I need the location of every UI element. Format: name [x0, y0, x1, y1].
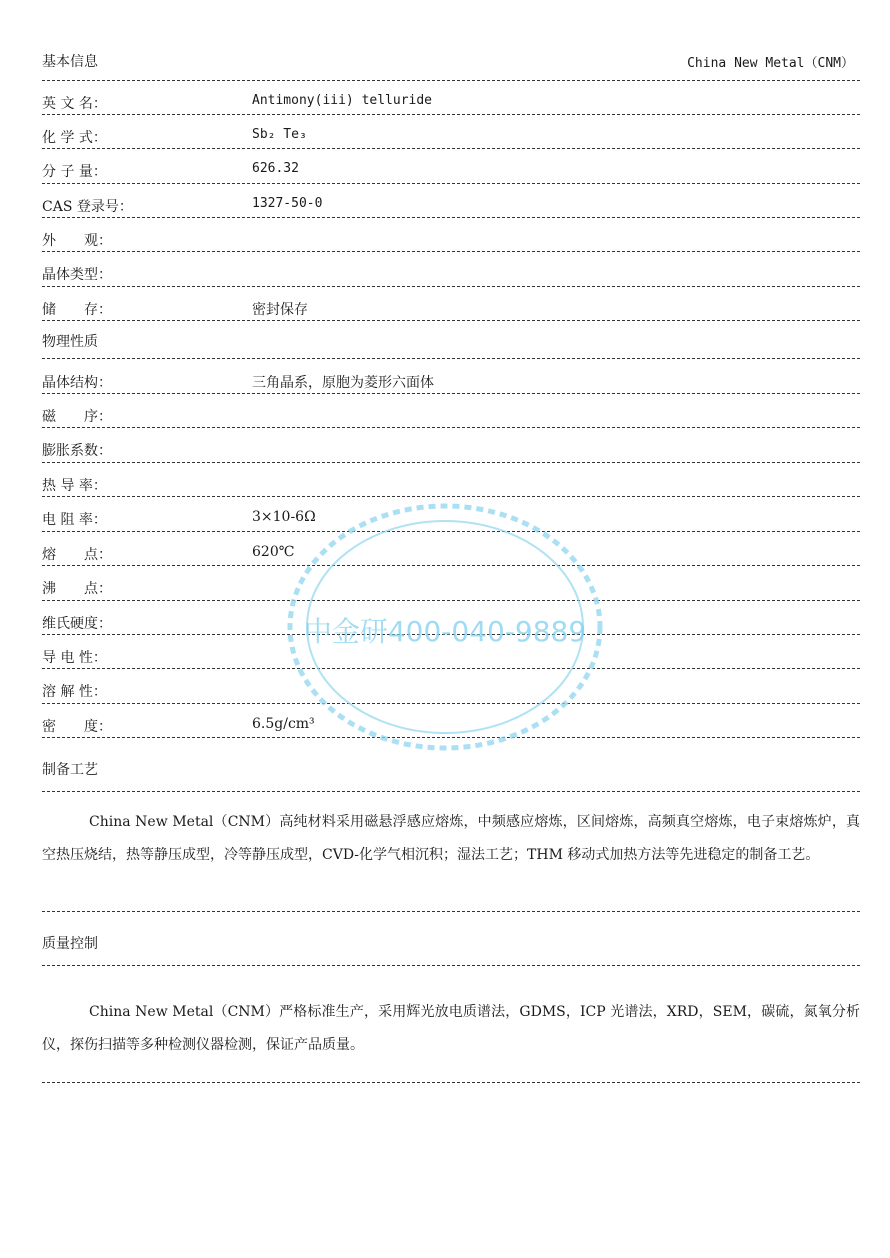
divider — [42, 462, 860, 463]
field-label: 电 阻 率： — [42, 512, 107, 528]
divider — [42, 1082, 860, 1083]
quality-paragraph: China New Metal（CNM）严格标准生产，采用辉光放电质谱法，GDMS，ICP 光谱法，XRD，SEM，碳硫，氮氧分析仪，探伤扫描等多种检测仪器检测，保证产品质量。 — [42, 1004, 860, 1053]
field-label: 储 存： — [42, 302, 112, 318]
field-value: 1327-50-0 — [252, 196, 323, 211]
field-label: 分 子 量： — [42, 164, 107, 180]
field-value: 6.5g/cm³ — [252, 716, 315, 732]
field-value: 三角晶系，原胞为菱形六面体 — [252, 375, 434, 391]
divider — [42, 427, 860, 428]
row-crystal-type — [42, 255, 860, 289]
divider — [42, 148, 860, 149]
divider — [42, 80, 860, 81]
field-value: 626.32 — [252, 161, 299, 176]
field-label: 导 电 性： — [42, 650, 107, 666]
watermark-text: 中金研400-040-9889 — [303, 615, 587, 648]
divider — [42, 183, 860, 184]
field-label: 维氏硬度： — [42, 616, 112, 632]
field-label: 磁 序： — [42, 409, 112, 425]
field-value: Sb₂ Te₃ — [252, 127, 307, 142]
row-storage — [42, 290, 860, 324]
field-label: 晶体结构： — [42, 375, 112, 391]
section-title: 制备工艺 — [42, 762, 98, 778]
divider — [42, 965, 860, 966]
page-header — [42, 42, 860, 80]
row-formula — [42, 118, 860, 152]
preparation-paragraph: China New Metal（CNM）高纯材料采用磁悬浮感应熔炼，中频感应熔炼，区间熔炼，高频真空熔炼，电子束熔炼炉，真空热压烧结，热等静压成型，冷等静压成型，CVD-化学气相沉积；湿法工艺；THM 移动式加热方法等先进稳定的制备工艺。 — [42, 814, 860, 863]
field-label: 晶体类型： — [42, 267, 112, 283]
divider — [42, 496, 860, 497]
divider — [42, 217, 860, 218]
field-label: 化 学 式： — [42, 130, 107, 146]
field-label: 外 观： — [42, 233, 112, 249]
divider — [42, 286, 860, 287]
field-label: 密 度： — [42, 719, 112, 735]
divider — [42, 114, 860, 115]
row-expansion — [42, 431, 860, 465]
header-company: China New Metal（CNM） — [687, 56, 854, 71]
field-label: 膨胀系数： — [42, 443, 112, 459]
row-cas — [42, 187, 860, 221]
field-label: 溶 解 性： — [42, 684, 107, 700]
field-label: 沸 点： — [42, 581, 112, 597]
field-value: 密封保存 — [252, 302, 308, 318]
divider — [42, 358, 860, 359]
field-value: 3×10-6Ω — [252, 509, 316, 525]
field-label: 英 文 名： — [42, 96, 107, 112]
field-value: 620℃ — [252, 544, 295, 560]
header-title: 基本信息 — [42, 54, 98, 70]
row-english-name — [42, 84, 860, 118]
divider — [42, 791, 860, 792]
field-label: 熔 点： — [42, 547, 112, 563]
row-appearance — [42, 221, 860, 255]
watermark-stamp — [286, 502, 604, 752]
row-magnetic-order — [42, 397, 860, 431]
field-label: CAS 登录号： — [42, 199, 133, 215]
section-title: 物理性质 — [42, 334, 98, 350]
divider — [42, 393, 860, 394]
field-value: Antimony(iii) telluride — [252, 93, 433, 108]
section-quality — [42, 911, 860, 965]
row-thermal-conductivity — [42, 466, 860, 500]
section-physical — [42, 320, 860, 358]
divider — [42, 251, 860, 252]
row-molecular-weight — [42, 152, 860, 186]
section-title: 质量控制 — [42, 936, 98, 952]
row-crystal-structure — [42, 363, 860, 397]
field-label: 热 导 率： — [42, 478, 107, 494]
